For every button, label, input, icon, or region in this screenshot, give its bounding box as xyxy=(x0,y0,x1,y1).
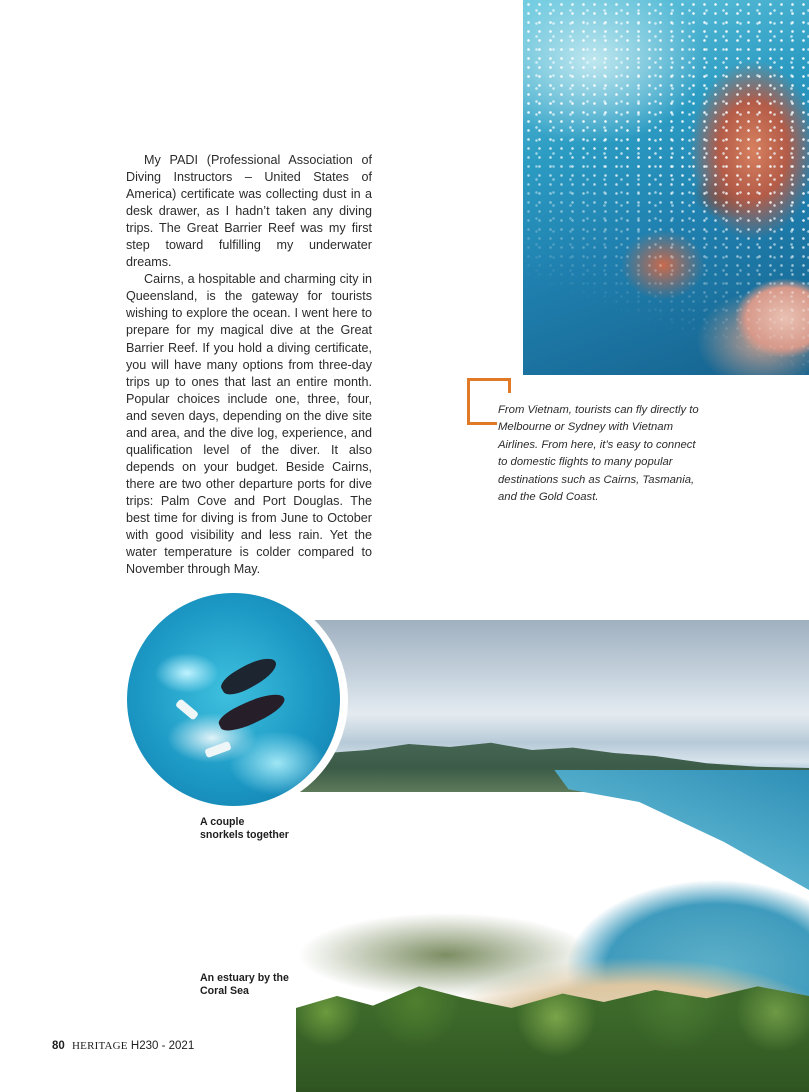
issue-label: H230 - 2021 xyxy=(130,1040,195,1052)
snorkeler-1 xyxy=(218,651,281,700)
snorkel-caption: A couple snorkels together xyxy=(200,816,289,842)
page-number: 80 xyxy=(52,1040,65,1052)
quote-bracket-line xyxy=(467,422,497,425)
sidebar-quote: From Vietnam, tourists can fly directly to Melbourne or Sydney with Vietnam Airlines. From here, it’s easy to connect to domestic flights to many popular destinations such as Cairns, Tasmania, and the Gold Coast. xyxy=(498,404,699,504)
estuary-photo xyxy=(296,620,809,1092)
fish-school xyxy=(523,0,809,375)
article-paragraph: Cairns, a hospitable and charming city in Queensland, is the gateway for tourists wishing to explore the ocean. I went here to prepare for my magical dive at the Great Barrier Reef. If you hold a diving certificate, you will have many options from three-day trips up to ones that last an entire month. Popular choices include one, three, four, and seven days, depending on the dive site and area, and the dive log, experience, and qualification level of the diver. It also depends on your budget. Beside Cairns, there are two other departure ports for dive trips: Palm Cove and Port Douglas. The best time for diving is from June to October with good visibility and less rain. Yet the water temperature is colder compared to November through May. xyxy=(126,272,372,577)
page-footer xyxy=(52,1040,194,1052)
article-paragraph: My PADI (Professional Association of Diving Instructors – United States of America) certificate was collecting dust in a desk drawer, as I hadn’t taken any diving trips. The Great Barrier Reef was my first step toward fulfilling my underwater dreams. xyxy=(126,153,372,270)
snorkel-photo xyxy=(127,593,340,806)
estuary-caption: An estuary by the Coral Sea xyxy=(200,972,289,998)
magazine-name: HERITAGE xyxy=(72,1040,128,1052)
article-body xyxy=(126,152,372,578)
coral-reef-photo xyxy=(523,0,809,375)
